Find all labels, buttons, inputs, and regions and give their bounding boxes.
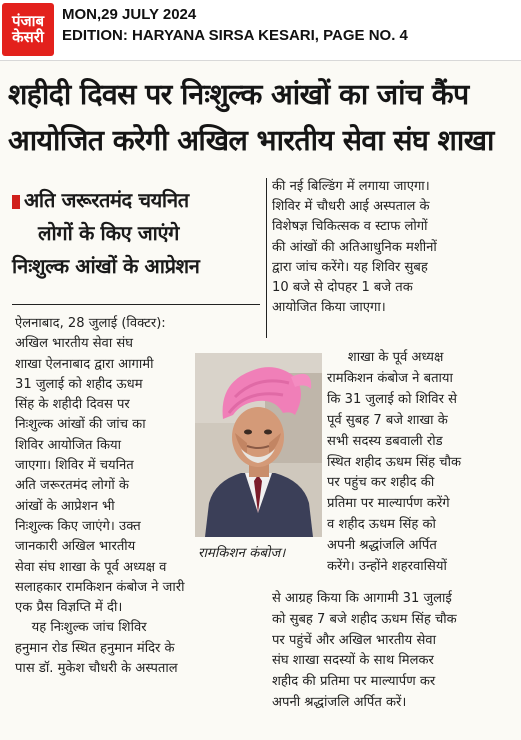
text-line: निःशुल्क आंखों की जांच का (15, 417, 146, 433)
red-bullet-icon (12, 195, 20, 209)
subheading-line-3: निःशुल्क आंखों के आप्रेशन (12, 254, 200, 278)
text-line: आयोजित किया जाएगा। (272, 300, 386, 316)
subheading-divider (12, 304, 260, 305)
text-line: हनुमान रोड स्थित हनुमान मंदिर के (15, 640, 175, 656)
text-line: की आंखों की अतिआधुनिक मशीनों (272, 239, 437, 255)
text-line: अपनी श्रद्धांजलि अर्पित करें। (272, 694, 407, 710)
text-line: जाएगा। शिविर में चयनित (15, 458, 134, 474)
text-line: शहीद की प्रतिमा पर माल्यार्पण कर (272, 674, 436, 690)
man-in-turban-portrait (195, 353, 322, 537)
text-line: पूर्व सुबह 7 बजे शाखा के (327, 412, 448, 428)
text-line: जानकारी अखिल भारतीय (15, 539, 136, 555)
text-line: शाखा ऐलनाबाद द्वारा आगामी (15, 356, 154, 372)
subheading-line-2: लोगों के किए जाएंगे (38, 221, 179, 245)
logo-line-1: पंजाब (11, 11, 45, 30)
right-column-top-text (272, 177, 512, 318)
text-line: अखिल भारतीय सेवा संघ (15, 336, 133, 352)
subheading-line-1: अति जरूरतमंद चयनित (24, 188, 189, 212)
text-line: शिविर आयोजित किया (15, 437, 122, 453)
text-line: निःशुल्क किए जाएंगे। उक्त (15, 518, 141, 534)
text-line: कि 31 जुलाई को शिविर से (327, 391, 457, 407)
text-line: सभी सदस्य डबवाली रोड (327, 433, 443, 449)
text-line: 31 जुलाई को शहीद ऊधम (15, 376, 143, 392)
text-line: अपनी श्रद्धांजलि अर्पित (327, 538, 437, 554)
article-subheading (12, 184, 252, 283)
text-line: सलाहकार रामकिशन कंबोज ने जारी (15, 579, 185, 595)
text-line: रामकिशन कंबोज ने बताया (327, 370, 453, 386)
text-line: विशेषज्ञ चिकित्सक व स्टाफ लोगों (272, 219, 428, 235)
text-line: आंखों के आप्रेशन भी (15, 498, 115, 514)
text-line: पर पहुंच कर शहीद की (327, 475, 435, 491)
text-line: संघ शाखा सदस्यों के साथ मिलकर (272, 653, 434, 669)
headline-line-2: आयोजित करेगी अखिल भारतीय सेवा संघ शाखा (8, 124, 494, 157)
text-line: को सुबह 7 बजे शहीद ऊधम सिंह चौक (272, 611, 457, 627)
text-line: सिंह के शहीदी दिवस पर (15, 397, 130, 413)
text-line: पर पहुंचें और अखिल भारतीय सेवा (272, 632, 436, 648)
text-line: स्थित शहीद ऊधम सिंह चौक (327, 454, 462, 470)
right-column-middle-text (327, 348, 513, 578)
text-line: शिविर में चौधरी आई अस्पताल के (272, 199, 430, 215)
text-line: अति जरूरतमंद लोगों के (15, 478, 129, 494)
publication-date: MON,29 JULY 2024 (62, 6, 197, 23)
text-line: सेवा संघ शाखा के पूर्व अध्यक्ष व (15, 559, 167, 575)
headline-line-1: शहीदी दिवस पर निःशुल्क आंखों का जांच कैंप (8, 78, 469, 111)
text-line: करेंगे। उन्होंने शहरवासियों (327, 559, 447, 575)
text-line: से आग्रह किया कि आगामी 31 जुलाई (272, 591, 452, 606)
text-line: द्वारा जांच करेंगे। यह शिविर सुबह (272, 259, 428, 275)
text-line: 10 बजे से दोपहर 1 बजे तक (272, 280, 413, 296)
photo-caption: रामकिशन कंबोज। (198, 546, 286, 561)
article-headline (8, 72, 516, 164)
text-line: यह निःशुल्क जांच शिविर (15, 620, 147, 636)
text-line: शाखा के पूर्व अध्यक्ष (327, 350, 444, 365)
logo-line-2: केसरी (12, 27, 44, 46)
punjab-kesari-logo (2, 3, 54, 56)
edition-line: EDITION: HARYANA SIRSA KESARI, PAGE NO. 4 (62, 27, 408, 44)
edition-info (62, 4, 408, 46)
text-line: पास डॉ. मुकेश चौधरी के अस्पताल (15, 661, 178, 677)
text-line: व शहीद ऊधम सिंह को (327, 517, 436, 533)
right-column-bottom-text (272, 589, 514, 714)
text-line: एक प्रैस विज्ञप्ति में दी। (15, 600, 123, 616)
portrait-photo (195, 353, 322, 537)
text-line: की नई बिल्डिंग में लगाया जाएगा। (272, 179, 430, 194)
text-line: ऐलनाबाद, 28 जुलाई (विक्टर): (15, 316, 166, 331)
text-line: प्रतिमा पर माल्यार्पण करेंगे (327, 496, 450, 512)
masthead (0, 0, 521, 58)
